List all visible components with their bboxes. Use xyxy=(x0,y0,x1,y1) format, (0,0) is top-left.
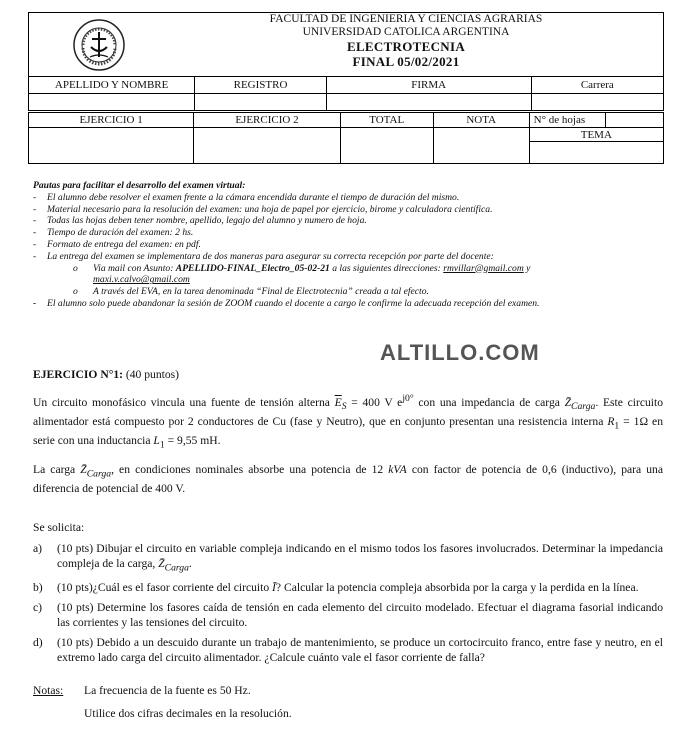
subject-title: ELECTROTECNIA xyxy=(346,39,466,54)
grades-table xyxy=(28,112,664,164)
list-item: - El alumno solo puede abandonar la sesión de ZOOM cuando el docente a cargo le confirme la adecuada recepción del examen. xyxy=(33,297,540,309)
student-info-table xyxy=(28,76,664,111)
watermark: ALTILLO.COM xyxy=(380,340,540,365)
exercise-title: EJERCICIO N°1: xyxy=(33,368,123,381)
note-decimals: Utilice dos cifras decimales en la resolución. xyxy=(84,707,292,720)
firma-header: FIRMA xyxy=(326,77,531,94)
mail-subject: APELLIDO-FINAL_Electro_05-02-21 xyxy=(175,262,330,274)
total-header: TOTAL xyxy=(340,113,433,128)
exercise-paragraph-1: Un circuito monofásico vincula una fuente de tensión alterna $\overline{E}_S = 400$ V $e^{j0^\circ}$ con una impedancia de carga $Z̄_{Carga}$. Este circuito alimentador está compuesto por 2 conductores de Cu (fase y Neutro), que en conjunto presentan una resistencia interna $R_1 = 1\Omega$ en serie con una inductancia $L_1 = 9,55$ mH. xyxy=(33,393,663,451)
firma-field[interactable] xyxy=(326,94,531,111)
notes-label: Notas: xyxy=(33,684,64,697)
exercise-paragraph-2: La carga $Z̄_{Carga}$, en condiciones nominales absorbe una potencia de 12 kVA con factor de potencia de 0,6 (inductivo), para una diferencia de potencial de 400 V. xyxy=(33,462,663,496)
list-item: - Material necesario para la resolución del examen: una hoja de papel por ejercicio, birome y calculadora científica. xyxy=(33,203,493,215)
exam-guidelines xyxy=(33,180,663,310)
carrera-header: Carrera xyxy=(531,77,663,94)
faculty-name: FACULTAD DE INGENIERIA Y CIENCIAS AGRARIAS xyxy=(269,13,543,25)
carrera-field[interactable] xyxy=(531,94,663,111)
university-seal-logo xyxy=(73,19,125,71)
hojas-header: N° de hojas xyxy=(529,113,605,128)
question-d: d) (10 pts) Debido a un descuido durante un trabajo de mantenimiento, se produce un cortocircuito franco, entre fase y neutro, en el extremo lado carga del circuito alimentador. ¿Calcule cuánto vale el fasor corriente de falla? xyxy=(33,636,663,665)
ejercicio2-field[interactable] xyxy=(194,128,341,164)
ejercicio1-field[interactable] xyxy=(29,128,194,164)
note-frequency: La frecuencia de la fuente es 50 Hz. xyxy=(84,684,251,697)
nota-field[interactable] xyxy=(433,128,529,164)
question-b: b) (10 pts)¿Cuál es el fasor corriente del circuito Ī? Calcular la potencia compleja absorbida por la carga y la perdida en la línea. xyxy=(33,581,639,595)
list-item: - Todas las hojas deben tener nombre, apellido, legajo del alumno y numero de hoja. xyxy=(33,215,367,227)
exercise-questions xyxy=(33,541,663,665)
list-item: - La entrega del examen se implementara de dos maneras para asegurar su correcta recepción por parte del docente: xyxy=(33,250,494,262)
exam-header xyxy=(28,12,664,76)
university-name: UNIVERSIDAD CATOLICA ARGENTINA xyxy=(302,26,510,38)
total-field[interactable] xyxy=(340,128,433,164)
apellido-field[interactable] xyxy=(29,94,195,111)
ejercicio1-header: EJERCICIO 1 xyxy=(29,113,194,128)
email-link-1[interactable]: rmvillar@gmail.com xyxy=(443,262,524,274)
nota-header: NOTA xyxy=(433,113,529,128)
list-item: - Tiempo de duración del examen: 2 hs. xyxy=(33,227,194,239)
sub-item-eva: o A través del EVA, en la tarea denominada “Final de Electrotecnia” creada a tal efecto. xyxy=(73,286,429,298)
list-item: - Formato de entrega del examen: en pdf. xyxy=(33,238,201,250)
email-link-2[interactable]: maxi.v.calvo@gmail.com xyxy=(93,274,190,286)
registro-header: REGISTRO xyxy=(195,77,326,94)
apellido-header: APELLIDO Y NOMBRE xyxy=(29,77,195,94)
exercise-1: EJERCICIO N°1: (40 puntos) Un circuito monofásico vincula una fuente de tensión alterna $\overline{E}_S = 400$ V $e^{j0^\circ}$ con una impedancia de carga $Z̄_{Carga}$. Este circuito alimentador está compuesto por 2 conductores de Cu (fase y Neutro), que en conjunto presentan una resistencia interna $R_1 = 1\Omega$ en serie con una inductancia $L_1 = 9,55$ mH. La carga $Z̄_{Carga}$, en condiciones nominales absorbe una potencia de 12 kVA con factor de potencia de 0,6 (inductivo), para una diferencia de potencial de 400 V. Se solicita: a) (10 pts) Dibujar el circuito en variable compleja indicando en el mismo todos los fasores involucrados. Determinar la impedancia compleja de la carga, $Z̄_{Carga}$. b) (10 pts)¿Cuál es el fasor corriente del circuito Ī? Calcular la potencia compleja absorbida por la carga y la perdida en la línea. c) (10 pts) Determine los fasores caída de tensión en cada elemento del circuito modelado. Efectuar el diagrama fasorial indicando las corrientes y las tensiones del circuito. d) (10 pts) Debido a un descuido durante un trabajo de mantenimiento, se produce un cortocircuito franco, entre fase y neutro, en el extremo lado carga del circuito alimentador. ¿Calcule cuánto vale el fasor corriente de falla? xyxy=(33,368,663,665)
hojas-field[interactable] xyxy=(605,113,663,128)
question-a: a) (10 pts) Dibujar el circuito en variable compleja indicando en el mismo todos los fasores involucrados. Determinar la impedancia compleja de la carga, $Z̄_{Carga}$. xyxy=(33,542,663,574)
tema-header: TEMA xyxy=(529,128,663,142)
guidelines-title: Pautas para facilitar el desarrollo del examen virtual: xyxy=(33,180,246,191)
question-c: c) (10 pts) Determine los fasores caída de tensión en cada elemento del circuito modelado. Efectuar el diagrama fasorial indicando las corrientes y las tensiones del circuito. xyxy=(33,601,663,630)
registro-field[interactable] xyxy=(195,94,326,111)
list-item: - El alumno debe resolver el examen frente a la cámara encendida durante el tiempo de duración del mismo. xyxy=(33,191,460,203)
se-solicita: Se solicita: xyxy=(33,521,85,535)
exam-date-title: FINAL 05/02/2021 xyxy=(352,54,460,69)
notes-section xyxy=(33,683,292,721)
ejercicio2-header: EJERCICIO 2 xyxy=(194,113,341,128)
sub-item-mail: o Via mail con Asunto: APELLIDO-FINAL_Electro_05-02-21 a las siguientes direcciones: rmvillar@gmail.com y maxi.v.calvo@gmail.com xyxy=(73,262,531,286)
tema-field[interactable] xyxy=(529,142,663,164)
